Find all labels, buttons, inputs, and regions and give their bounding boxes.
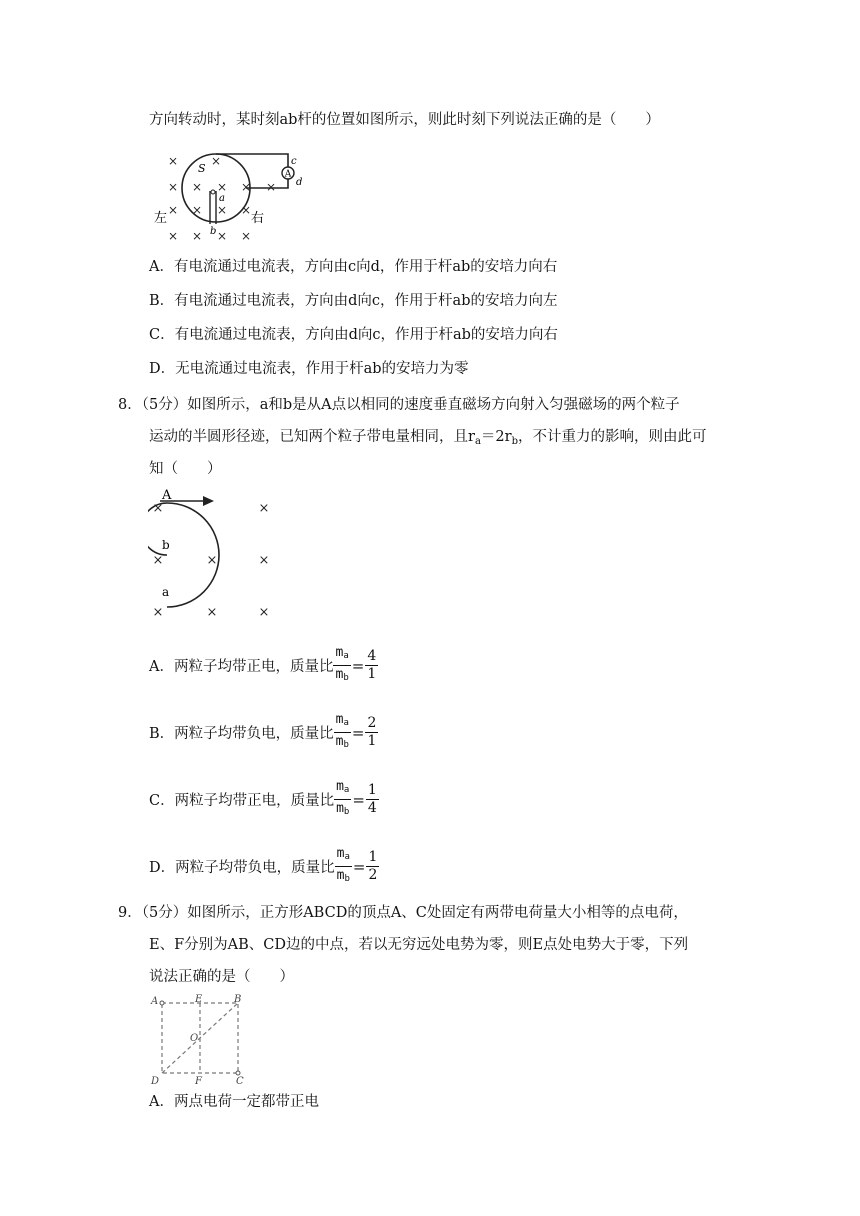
charge-A [160, 1001, 164, 1005]
label-E: E [195, 994, 203, 1005]
field-cross: × [206, 553, 218, 568]
q8-stem-line3: 知（ ） [149, 461, 222, 477]
q9-stem-line2: E、F分别为AB、CD边的中点，若以无穷远处电势为零，则E点处电势大于零，下列 [149, 937, 689, 953]
label-O: O [190, 1033, 199, 1044]
label-C: C [236, 1076, 244, 1087]
label-A: A [151, 996, 159, 1007]
field-cross: × [216, 180, 228, 194]
charge-C [236, 1071, 240, 1075]
field-cross: × [206, 605, 218, 619]
label-b: b [162, 538, 170, 552]
field-cross: × [210, 154, 222, 168]
field-cross: × [258, 553, 270, 568]
field-cross: × [240, 180, 252, 194]
field-cross: × [240, 203, 252, 217]
label-A: A [162, 488, 172, 503]
q7-option-c[interactable]: C．有电流通过电流表，方向由d向c，作用于杆ab的安培力向右 [149, 327, 558, 343]
label-a: a [162, 585, 170, 599]
q7-option-a[interactable]: A．有电流通过电流表，方向由c向d，作用于杆ab的安培力向右 [149, 259, 558, 275]
label-left: 左 [154, 211, 168, 226]
field-cross: × [265, 180, 277, 194]
field-cross: × [167, 180, 179, 194]
q9-stem-line1: 9．（5分）如图所示，正方形ABCD的顶点A、C处固定有两带电荷量大小相等的点电荷， [118, 905, 688, 921]
q9-option-a[interactable]: A．两点电荷一定都带正电 [149, 1094, 319, 1110]
field-cross: × [216, 229, 228, 243]
field-cross: × [167, 203, 179, 217]
field-cross: × [152, 501, 164, 516]
q7-option-d[interactable]: D．无电流通过电流表，作用于杆ab的安培力为零 [149, 361, 469, 377]
field-cross: × [167, 154, 179, 168]
q8-stem-line1: 8．（5分）如图所示，a和b是从A点以相同的速度垂直磁场方向射入匀强磁场的两个粒子 [118, 397, 680, 413]
field-cross: × [240, 229, 252, 243]
field-cross: × [216, 203, 228, 217]
field-cross: × [258, 501, 270, 516]
field-cross: × [152, 605, 164, 619]
label-d: d [296, 177, 303, 188]
field-cross: × [258, 605, 270, 619]
label-a: a [219, 193, 225, 204]
q9-figure [148, 993, 258, 1088]
label-s: S [198, 162, 206, 175]
q7-figure [148, 148, 308, 248]
q8-figure [148, 487, 278, 619]
field-cross: × [191, 229, 203, 243]
label-c: c [291, 156, 297, 167]
field-cross: × [191, 180, 203, 194]
field-cross: × [167, 229, 179, 243]
q8-stem-line2: 运动的半圆形径迹，已知两个粒子带电量相同，且$r_a=2r_b$，不计重力的影响，则由此可 [149, 429, 707, 447]
q7-option-b[interactable]: B．有电流通过电流表，方向由d向c，作用于杆ab的安培力向左 [149, 293, 558, 309]
q8-option-b[interactable]: B．两粒子均带负电，质量比 $\frac{ma}{mb}$ = $\frac{2}{1}$ [149, 712, 377, 750]
field-cross: × [152, 553, 164, 568]
label-F: F [195, 1076, 202, 1087]
q8-option-d[interactable]: D．两粒子均带负电，质量比 $\frac{ma}{mb}$ = $\frac{1}{2}$ [149, 846, 378, 884]
ammeter-label: A [284, 169, 292, 180]
q8-option-c[interactable]: C．两粒子均带正电，质量比 $\frac{ma}{mb}$ = $\frac{1}{4}$ [149, 779, 377, 817]
label-right: 右 [251, 211, 265, 226]
label-B: B [234, 994, 242, 1005]
q9-stem-line3: 说法正确的是（ ） [149, 969, 294, 985]
q8-option-a[interactable]: A．两粒子均带正电，质量比 $\frac{ma}{mb}$ = $\frac{4}{1}$ [149, 645, 377, 683]
field-cross: × [191, 203, 203, 217]
label-b: b [210, 226, 217, 237]
q7-stem-tail: 方向转动时，某时刻ab杆的位置如图所示，则此时刻下列说法正确的是（ ） [149, 112, 660, 128]
label-D: D [151, 1076, 160, 1087]
